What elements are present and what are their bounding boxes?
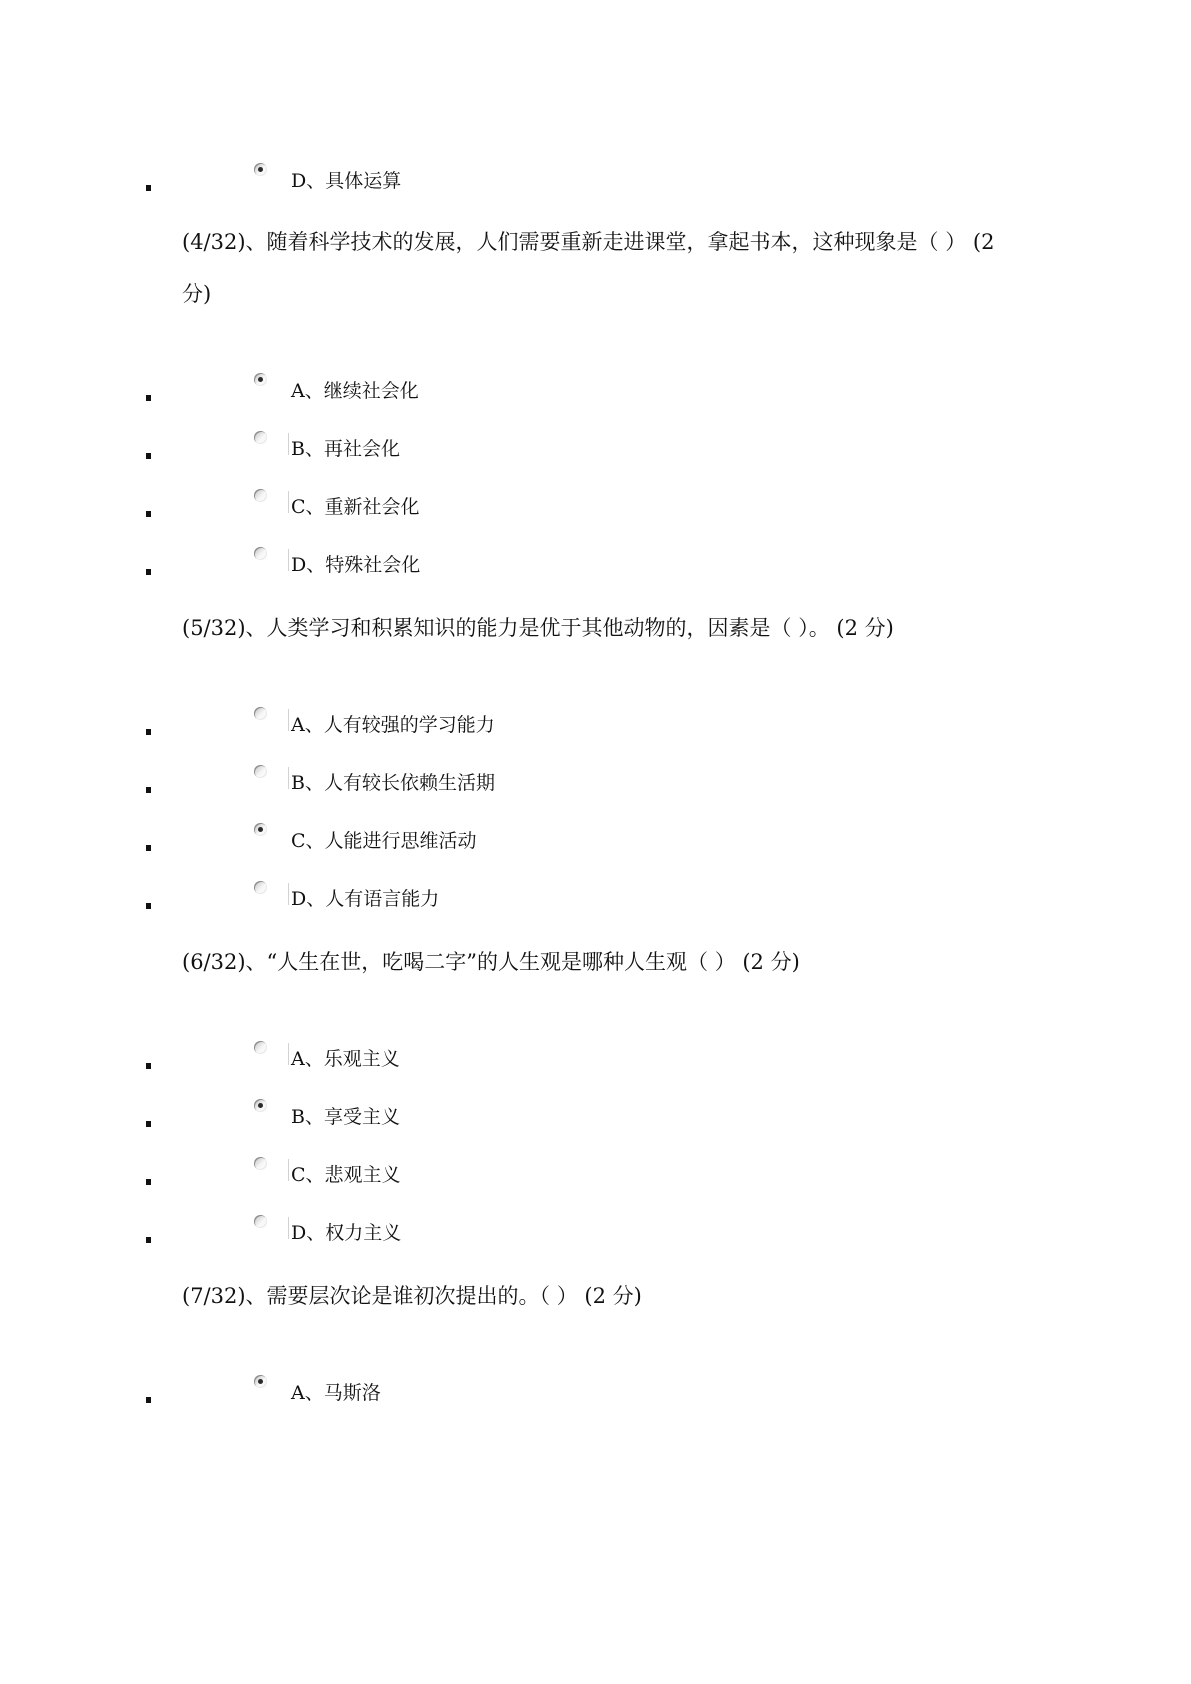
option-row-q6-c[interactable] bbox=[0, 1157, 1191, 1197]
list-bullet bbox=[146, 729, 151, 735]
option-label: A、继续社会化 bbox=[291, 380, 419, 402]
option-row-q4-c[interactable] bbox=[0, 489, 1191, 529]
question-6-text: (6/32)、“人生在世，吃喝二字”的人生观是哪种人生观（ ） (2 分) bbox=[182, 950, 800, 974]
list-bullet bbox=[146, 395, 151, 401]
list-bullet bbox=[146, 787, 151, 793]
list-bullet bbox=[146, 453, 151, 459]
option-label: B、享受主义 bbox=[291, 1106, 400, 1128]
option-row-q4-b[interactable] bbox=[0, 431, 1191, 471]
option-label: D、特殊社会化 bbox=[291, 554, 421, 576]
option-label: D、权力主义 bbox=[291, 1222, 402, 1244]
list-bullet bbox=[146, 845, 151, 851]
option-label: A、马斯洛 bbox=[291, 1382, 381, 1404]
option-label: A、乐观主义 bbox=[291, 1048, 400, 1070]
list-bullet bbox=[146, 1397, 151, 1403]
radio-button[interactable] bbox=[254, 373, 267, 386]
option-row-q6-a[interactable] bbox=[0, 1041, 1191, 1081]
radio-button[interactable] bbox=[254, 163, 267, 176]
option-row-q5-a[interactable] bbox=[0, 707, 1191, 747]
option-label: B、人有较长依赖生活期 bbox=[291, 772, 495, 794]
guide-line bbox=[288, 433, 289, 455]
guide-line bbox=[288, 709, 289, 731]
radio-button[interactable] bbox=[254, 489, 267, 502]
option-row-q5-b[interactable] bbox=[0, 765, 1191, 805]
option-row-q4-a[interactable] bbox=[0, 373, 1191, 413]
guide-line bbox=[288, 767, 289, 789]
guide-line bbox=[288, 491, 289, 513]
radio-button[interactable] bbox=[254, 1215, 267, 1228]
option-label: C、重新社会化 bbox=[291, 496, 420, 518]
option-label: D、具体运算 bbox=[291, 170, 402, 192]
option-label: A、人有较强的学习能力 bbox=[291, 714, 495, 736]
radio-button[interactable] bbox=[254, 1041, 267, 1054]
radio-button[interactable] bbox=[254, 1375, 267, 1388]
list-bullet bbox=[146, 1237, 151, 1243]
list-bullet bbox=[146, 185, 151, 191]
option-row-q4-d[interactable] bbox=[0, 547, 1191, 587]
guide-line bbox=[288, 1043, 289, 1065]
radio-button[interactable] bbox=[254, 1157, 267, 1170]
option-label: C、悲观主义 bbox=[291, 1164, 401, 1186]
question-7-text: (7/32)、需要层次论是谁初次提出的。（ ） (2 分) bbox=[182, 1284, 642, 1308]
radio-button[interactable] bbox=[254, 823, 267, 836]
list-bullet bbox=[146, 1063, 151, 1069]
guide-line bbox=[288, 1159, 289, 1181]
question-5-text: (5/32)、人类学习和积累知识的能力是优于其他动物的，因素是（ ）。 (2 分) bbox=[182, 616, 894, 640]
list-bullet bbox=[146, 511, 151, 517]
radio-button[interactable] bbox=[254, 1099, 267, 1112]
option-row-q7-a[interactable] bbox=[0, 1375, 1191, 1415]
question-4-text: (4/32)、随着科学技术的发展，人们需要重新走进课堂，拿起书本，这种现象是（ ） (2 分) bbox=[182, 230, 995, 306]
guide-line bbox=[288, 883, 289, 905]
list-bullet bbox=[146, 1179, 151, 1185]
radio-button[interactable] bbox=[254, 881, 267, 894]
radio-button[interactable] bbox=[254, 707, 267, 720]
guide-line bbox=[288, 1217, 289, 1239]
list-bullet bbox=[146, 1121, 151, 1127]
option-label: C、人能进行思维活动 bbox=[291, 830, 477, 852]
option-row-q6-d[interactable] bbox=[0, 1215, 1191, 1255]
radio-button[interactable] bbox=[254, 765, 267, 778]
list-bullet bbox=[146, 569, 151, 575]
option-row-q6-b[interactable] bbox=[0, 1099, 1191, 1139]
option-label: D、人有语言能力 bbox=[291, 888, 440, 910]
radio-button[interactable] bbox=[254, 547, 267, 560]
option-row-q5-c[interactable] bbox=[0, 823, 1191, 863]
guide-line bbox=[288, 549, 289, 571]
option-row-q5-d[interactable] bbox=[0, 881, 1191, 921]
list-bullet bbox=[146, 903, 151, 909]
option-label: B、再社会化 bbox=[291, 438, 400, 460]
option-row-prev-d[interactable] bbox=[0, 163, 1191, 203]
radio-button[interactable] bbox=[254, 431, 267, 444]
